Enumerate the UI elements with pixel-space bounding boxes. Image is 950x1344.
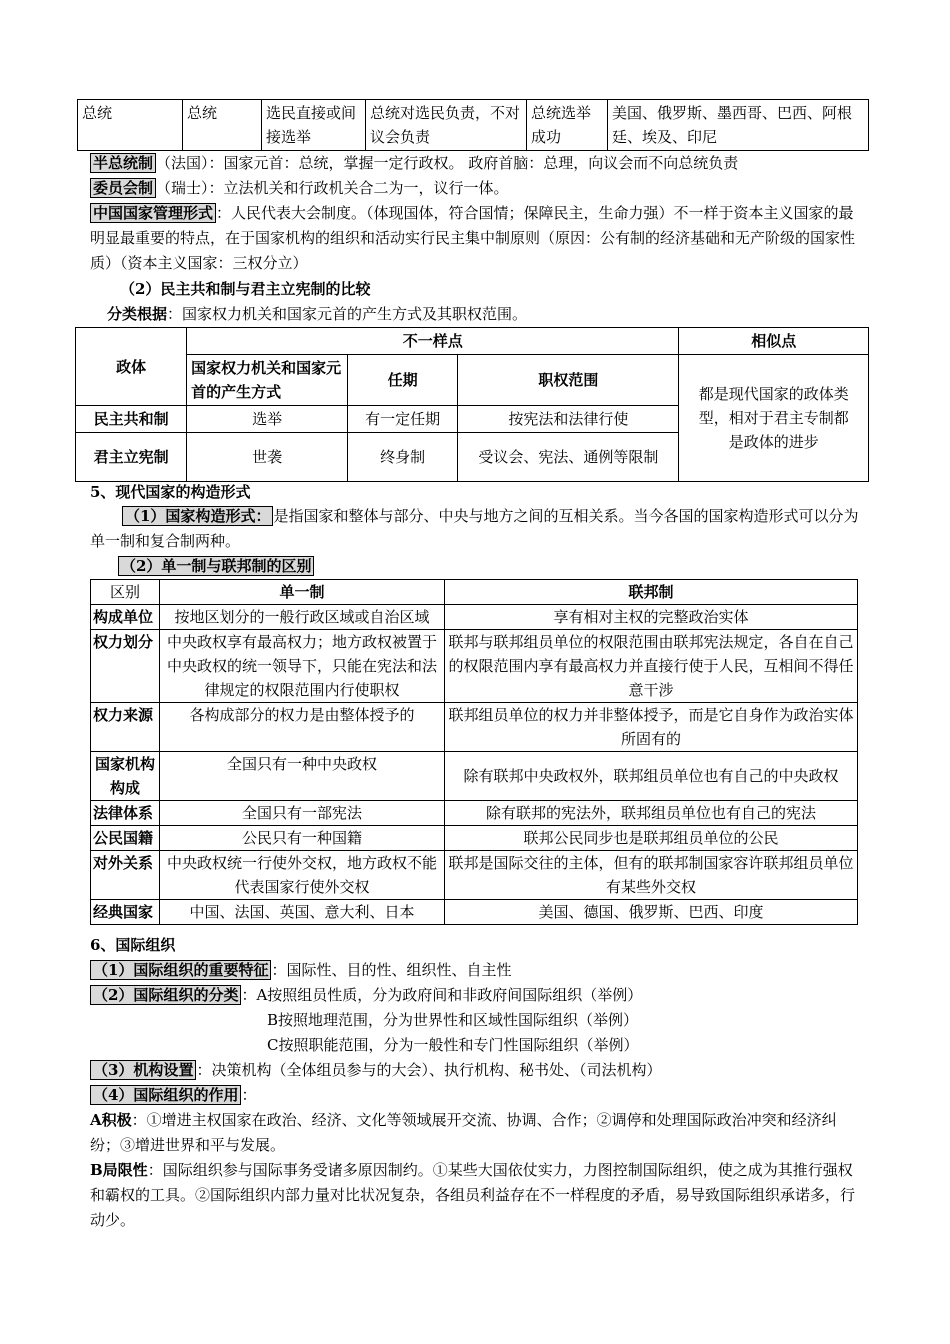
- table-cell: 除有联邦中央政权外，联邦组员单位也有自己的中央政权: [445, 752, 858, 801]
- row-label: 公民国籍: [91, 826, 160, 851]
- section-heading: 5、现代国家的构造形式: [90, 483, 251, 501]
- header-cell: 相似点: [679, 328, 869, 355]
- header-cell: 政体: [76, 328, 187, 406]
- basis-line: [107, 302, 887, 327]
- unitary-federal-table: [90, 579, 858, 925]
- row-label: 对外关系: [91, 851, 160, 900]
- table-cell: 联邦组员单位的权力并非整体授予，而是它自身作为政治实体所固有的: [445, 703, 858, 752]
- table-cell: 全国只有一种中央政权: [160, 752, 445, 801]
- term-highlight: 委员会制: [90, 178, 156, 198]
- table-cell: 世袭: [187, 433, 348, 482]
- row-label: 国家机构构成: [91, 752, 160, 801]
- table-cell: 各构成部分的权力是由整体授予的: [160, 703, 445, 752]
- similarity-cell: 都是现代国家的政体类型，相对于君主专制都是政体的进步: [679, 355, 869, 482]
- positive-label: A积极: [90, 1111, 132, 1129]
- table-row: [91, 826, 858, 851]
- table-cell: 选举: [187, 406, 348, 433]
- table-cell: 按地区划分的一般行政区域或自治区域: [160, 605, 445, 630]
- structure-paragraph: [90, 504, 865, 554]
- committee-line: [90, 176, 870, 201]
- table-cell: 中央政权享有最高权力；地方政权被置于中央政权的统一领导下，只能在宪法和法律规定的权限范围内行使职权: [160, 630, 445, 703]
- colon: ：: [241, 1086, 257, 1104]
- table-cell: 总统对选民负责，不对议会负责: [366, 100, 527, 151]
- table-cell: 全国只有一部宪法: [160, 801, 445, 826]
- table-cell: 联邦公民同步也是联邦组员单位的公民: [445, 826, 858, 851]
- basis-label: 分类根据: [107, 305, 168, 323]
- table-row: [91, 605, 858, 630]
- intl-structure-line: [90, 1058, 870, 1083]
- table-cell: 联邦是国际交往的主体，但有的联邦制国家容许联邦组员单位有某些外交权: [445, 851, 858, 900]
- term-highlight: （1）国家构造形式：: [122, 506, 273, 526]
- table-row: [76, 355, 869, 406]
- intl-role-line: [90, 1083, 870, 1108]
- table-cell: 联邦与联邦组员单位的权限范围由联邦宪法规定，各自在自己的权限范围内享有最高权力并直接行使于人民，互相间不得任意干涉: [445, 630, 858, 703]
- intl-class-b: B按照地理范围，分为世界性和区域性国际组织（举例）: [267, 1011, 639, 1029]
- header-cell: 不一样点: [187, 328, 679, 355]
- table-cell: 有一定任期: [348, 406, 458, 433]
- section-heading: [118, 554, 898, 579]
- intl-class-line: [90, 983, 870, 1008]
- header-cell: 单一制: [160, 580, 445, 605]
- regime-comparison-table: [75, 327, 869, 482]
- table-cell: 公民只有一种国籍: [160, 826, 445, 851]
- table-cell: 选民直接或间接选举: [262, 100, 366, 151]
- committee-text: （瑞士）：立法机关和行政机关合二为一，议行一体。: [156, 179, 509, 197]
- table-cell: 总统选举成功: [527, 100, 608, 151]
- semi-text: （法国）：国家元首：总统，掌握一定行政权。 政府首脑：总理，向议会而不向总统负责: [156, 154, 739, 172]
- term-highlight: 中国国家管理形式: [90, 203, 216, 223]
- table-cell: 终身制: [348, 433, 458, 482]
- intl-class-c: C按照职能范围，分为一般性和专门性国际组织（举例）: [267, 1036, 639, 1054]
- term-highlight: 半总统制: [90, 153, 156, 173]
- table-cell: 中央政权统一行使外交权，地方政权不能代表国家行使外交权: [160, 851, 445, 900]
- section-heading: （2）民主共和制与君主立宪制的比较: [120, 280, 371, 298]
- limit-text: ：国际组织参与国际事务受诸多原因制约。①某些大国依仗实力，力图控制国际组织，使之成为其推行强权和霸权的工具。②国际组织内部力量对比状况复杂，各组员利益存在不一样程度的矛盾，易导致国际组织承诺多，行动少。: [90, 1161, 856, 1229]
- term-highlight: （4）国际组织的作用: [90, 1085, 241, 1105]
- table-row: [91, 580, 858, 605]
- table-row: [91, 801, 858, 826]
- term-highlight: （2）单一制与联邦制的区别: [118, 556, 314, 576]
- table-cell: 总统: [78, 100, 183, 151]
- term-highlight: （3）机构设置: [90, 1060, 196, 1080]
- intl-structure-text: ：决策机构（全体组员参与的大会）、执行机构、秘书处、（司法机构）: [196, 1061, 662, 1079]
- positive-text: ：①增进主权国家在政治、经济、文化等领域展开交流、协调、合作；②调停和处理国际政治冲突和经济纠纷；③增进世界和平与发展。: [90, 1111, 837, 1154]
- semi-presidential-line: [90, 151, 870, 176]
- intl-feature-line: [90, 958, 870, 983]
- row-label: 法律体系: [91, 801, 160, 826]
- row-label: 君主立宪制: [76, 433, 187, 482]
- row-label: 权力划分: [91, 630, 160, 703]
- header-cell: 联邦制: [445, 580, 858, 605]
- china-text: ：人民代表大会制度。（体现国体，符合国情；保障民主，生命力强）不一样于资本主义国家的最明显最重要的特点，在于国家机构的组织和活动实行民主集中制原则（原因：公有制的经济基础和无产阶级的国家性质）（资本主义国家：三权分立）: [90, 204, 856, 272]
- term-highlight: （1）国际组织的重要特征: [90, 960, 271, 980]
- table-cell: 除有联邦的宪法外，联邦组员单位也有自己的宪法: [445, 801, 858, 826]
- intl-positive-paragraph: [90, 1108, 865, 1158]
- term-highlight: （2）国际组织的分类: [90, 985, 241, 1005]
- table-row: [76, 328, 869, 355]
- header-cell: 任期: [348, 355, 458, 406]
- table-row: [91, 703, 858, 752]
- structure-text: 是指国家和整体与部分、中央与地方之间的互相关系。当今各国的国家构造形式可以分为单一制和复合制两种。: [90, 507, 859, 550]
- table-row: [91, 752, 858, 801]
- table-cell: 中国、法国、英国、意大利、日本: [160, 900, 445, 925]
- china-paragraph: [90, 201, 865, 276]
- header-cell: 区别: [91, 580, 160, 605]
- header-cell: 职权范围: [458, 355, 679, 406]
- table-row: [78, 100, 869, 151]
- table-cell: 美国、德国、俄罗斯、巴西、印度: [445, 900, 858, 925]
- intl-class-a: ：A按照组员性质，分为政府间和非政府间国际组织（举例）: [241, 986, 643, 1004]
- row-label: 权力来源: [91, 703, 160, 752]
- section-heading: 6、国际组织: [90, 936, 176, 954]
- table-cell: 按宪法和法律行使: [458, 406, 679, 433]
- header-cell: 国家权力机关和国家元首的产生方式: [187, 355, 348, 406]
- limit-label: B局限性: [90, 1161, 148, 1179]
- table-row: [91, 630, 858, 703]
- basis-text: ：国家权力机关和国家元首的产生方式及其职权范围。: [167, 305, 528, 323]
- presidential-row-table: [77, 99, 869, 151]
- table-row: [91, 900, 858, 925]
- row-label: 构成单位: [91, 605, 160, 630]
- table-cell: 享有相对主权的完整政治实体: [445, 605, 858, 630]
- table-row: [91, 851, 858, 900]
- intl-feature-text: ：国际性、目的性、组织性、自主性: [271, 961, 512, 979]
- table-cell: 总统: [183, 100, 262, 151]
- table-cell: 受议会、宪法、通例等限制: [458, 433, 679, 482]
- table-cell: 美国、俄罗斯、墨西哥、巴西、阿根廷、埃及、印尼: [608, 100, 869, 151]
- row-label: 经典国家: [91, 900, 160, 925]
- row-label: 民主共和制: [76, 406, 187, 433]
- intl-limit-paragraph: [90, 1158, 865, 1233]
